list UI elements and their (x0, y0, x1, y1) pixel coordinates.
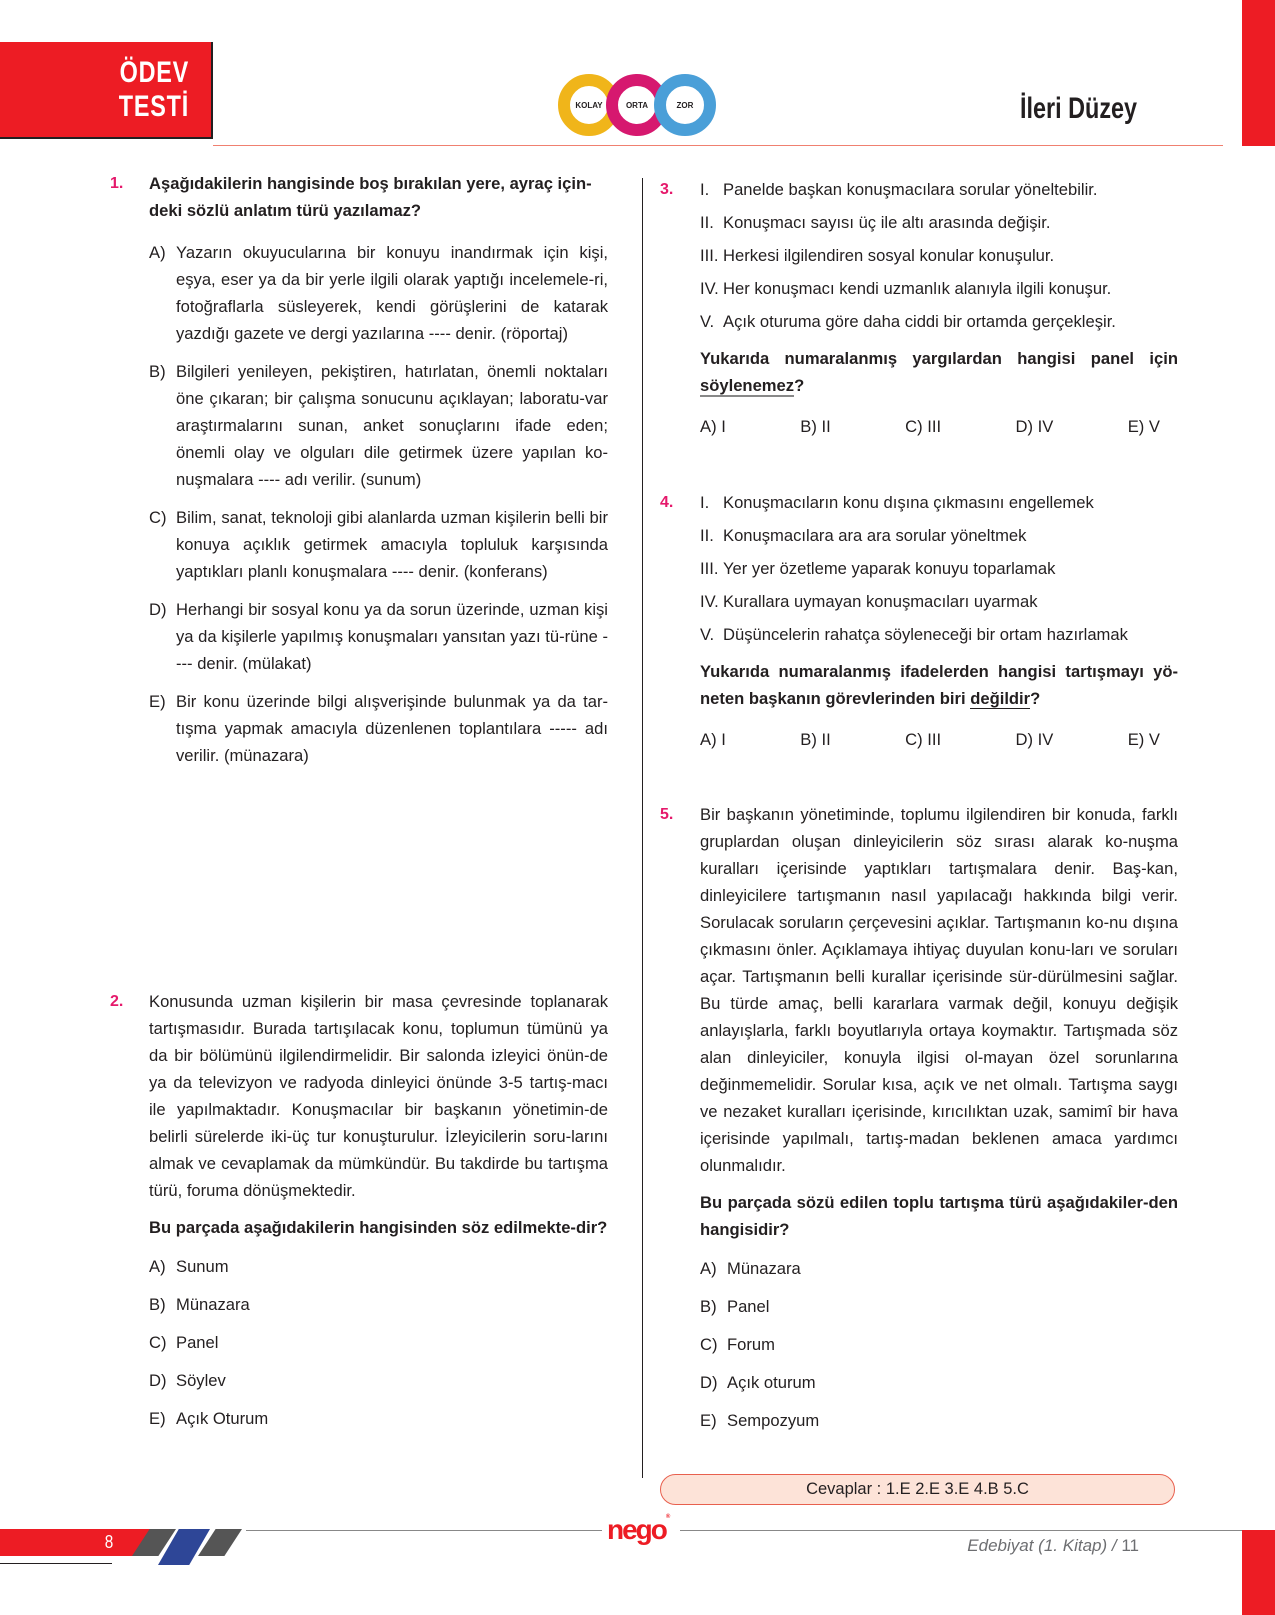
options-row (700, 413, 1160, 440)
header-red-bar (1242, 0, 1275, 146)
option-e[interactable]: E) Açık Oturum (149, 1409, 269, 1428)
question-number: 1. (110, 175, 124, 192)
option-c[interactable]: C) Panel (149, 1333, 219, 1352)
badge-line-2: TESTİ (118, 90, 189, 123)
option-a[interactable]: A) Yazarın okuyucularına bir konuyu inandırmak için kişi, eşya, eser ya da bir yerle ilgili olarak yaptığı incelemele-ri, fotoğraflarla süsleyerek, kendi görüşlerini de katarak yazdığı gazete ve dergi yazılarına ---- denir. (röportaj) (149, 243, 608, 343)
option-d[interactable]: D) IV (1015, 417, 1054, 436)
question-stem: Yukarıda numaralanmış yargılardan hangisi panel için söylenemez? (700, 349, 1178, 395)
option-e[interactable]: E) Bir konu üzerinde bilgi alışverişinde bulunmak ya da tar-tışma yapmak amacıyla düzenlenen toplantılara ----- adı verilir. (münazara) (149, 692, 608, 765)
page-number-right: 11 (1121, 1536, 1139, 1555)
option-d[interactable]: D) Söylev (149, 1371, 226, 1390)
statement-5: V. Düşüncelerin rahatça söyleneceği bir ortam hazırlamak (700, 625, 1128, 644)
statement-4: IV. Her konuşmacı kendi uzmanlık alanıyla ilgili konuşur. (700, 279, 1112, 298)
footer-underline (0, 1563, 112, 1564)
option-b[interactable]: B) Panel (700, 1297, 770, 1316)
question-number: 2. (110, 993, 124, 1010)
footer-red-tab (0, 1529, 152, 1556)
footer-red-bar (1242, 1530, 1275, 1615)
statement-1: I. Konuşmacıların konu dışına çıkmasını engellemek (700, 493, 1094, 512)
book-title: Edebiyat (1. Kitap) / 11 (967, 1536, 1139, 1555)
difficulty-zor: ZOR (654, 74, 716, 136)
difficulty-kolay: KOLAY (558, 74, 620, 136)
question-passage: Bir başkanın yönetiminde, toplumu ilgilendiren bir konuda, farklı gruplardan oluşan dinleyicilerin söz sırası alarak ko-nuşma kuralları içerisinde yaptıkları tartışmalara denir. Baş-kan, dinleyicilere tartışmanın nasıl yapılacağı hakkında bilgi verir. Sorulacak soruların çerçevesini açıklar. Tartışmanın ko-nu dışına çıkmasını önler. Açıklamaya ihtiyaç duyulan konu-ları ve soruları açar. Tartışmanın belli kurallar içerisinde sür-dürülmesini sağlar. Bu türde amaç, belli kararlara varmak değil, konuyu değişik anlayışlarla, farklı boyutlarıyla ortaya koymaktır. Tartışmada söz alan dinleyiciler, konuyla ilgisi ol-mayan özel sorunlarına değinmemelidir. Sorular kısa, açık ve net olmalı. Tartışma saygı ve nezaket kuralları içerisinde, kırıcılıktan uzak, samimî bir hava içerisinde yapılmalı, tartış-madan beklenen amaca yardımcı olunmalıdır. (700, 805, 1178, 1175)
question-number: 4. (660, 494, 674, 511)
option-e[interactable]: E) V (1127, 417, 1160, 436)
header-rule (213, 145, 1223, 146)
option-c[interactable]: C) III (905, 730, 942, 749)
statement-3: III. Yer yer özetleme yaparak konuyu toparlamak (700, 559, 1056, 578)
question-stem: Bu parçada sözü edilen toplu tartışma türü aşağıdakiler-den hangisidir? (700, 1193, 1178, 1239)
question-stem: Aşağıdakilerin hangisinde boş bırakılan yere, ayraç için- deki sözlü anlatım türü yazılamaz? (149, 174, 592, 220)
option-a[interactable]: A) Sunum (149, 1257, 229, 1276)
statement-5: V. Açık oturuma göre daha ciddi bir ortamda gerçekleşir. (700, 312, 1116, 331)
question-stem: Yukarıda numaralanmış ifadelerden hangisi tartışmayı yö-neten başkanın görevlerinden biri değildir? (700, 662, 1178, 708)
option-c[interactable]: C) Forum (700, 1335, 775, 1354)
column-divider (642, 178, 643, 1478)
option-b[interactable]: B) II (800, 417, 831, 436)
option-d[interactable]: D) Açık oturum (700, 1373, 816, 1392)
odev-testi-badge (0, 42, 213, 139)
option-b[interactable]: B) Münazara (149, 1295, 250, 1314)
question-number: 3. (660, 181, 674, 198)
option-c[interactable]: C) III (905, 417, 942, 436)
footer-rule-right (680, 1530, 1242, 1531)
statement-2: II. Konuşmacılara ara ara sorular yöneltmek (700, 526, 1027, 545)
option-a[interactable]: A) I (700, 417, 726, 436)
option-a[interactable]: A) Münazara (700, 1259, 801, 1278)
option-d[interactable]: D) Herhangi bir sosyal konu ya da sorun üzerinde, uzman kişi ya da kişilerle yapılmış konuşmaları yansıtan yazı tü-rüne ---- denir. (mülakat) (149, 600, 608, 673)
publisher-logo: nego® (607, 1514, 669, 1545)
statement-1: I. Panelde başkan konuşmacılara sorular yöneltebilir. (700, 180, 1098, 199)
option-d[interactable]: D) IV (1015, 730, 1054, 749)
emphasis-word: değildir (970, 689, 1031, 708)
option-e[interactable]: E) V (1127, 730, 1160, 749)
emphasis-word: söylenemez (700, 376, 795, 395)
option-a[interactable]: A) I (700, 730, 726, 749)
question-number: 5. (660, 806, 674, 823)
statement-2: II. Konuşmacı sayısı üç ile altı arasında değişir. (700, 213, 1051, 232)
option-c[interactable]: C) Bilim, sanat, teknoloji gibi alanlarda uzman kişilerin belli bir konuya açıklık getirmek amacıyla topluluk karşısında yaptıkları planlı konuşmalara ---- denir. (konferans) (149, 508, 608, 581)
badge-line-1: ÖDEV (119, 56, 189, 89)
statement-3: III. Herkesi ilgilendiren sosyal konular konuşulur. (700, 246, 1055, 265)
difficulty-orta: ORTA (606, 74, 668, 136)
statement-4: IV. Kurallara uymayan konuşmacıları uyarmak (700, 592, 1038, 611)
answer-key: Cevaplar : 1.E 2.E 3.E 4.B 5.C (660, 1474, 1175, 1505)
question-passage: Konusunda uzman kişilerin bir masa çevresinde toplanarak tartışmasıdır. Burada tartışılacak konu, toplumun tümünü ya da bir bölümünü ilgilendirmelidir. Bir salonda izleyici önün-de ya da televizyon ve radyoda dinleyici önünde 3-5 tartış-macı ile yapılmaktadır. Konuşmacılar bir başkanın yönetimin-de belirli sürelerde iki-üç tur konuşturulur. İzleyicilerin soru-larını almak ve cevaplamak da mümkündür. Bu takdirde bu tartışma türü, foruma dönüşmektedir. (149, 992, 608, 1200)
difficulty-rings-icon (558, 74, 718, 136)
question-stem: Bu parçada aşağıdakilerin hangisinden söz edilmekte-dir? (149, 1218, 608, 1237)
page-number-left: 8 (104, 1532, 114, 1552)
option-b[interactable]: B) Bilgileri yenileyen, pekiştiren, hatırlatan, önemli noktaları öne çıkaran; bir çalışma sonucunu açıklayan; laboratu-var araştırmalarını sunan, anket sonuçlarını ifade eden; önemli olay ve olguları dile getirmek üzere yapılan ko-nuşmalara ---- adı verilir. (sunum) (149, 362, 608, 489)
option-b[interactable]: B) II (800, 730, 831, 749)
option-e[interactable]: E) Sempozyum (700, 1411, 820, 1430)
footer-rule-left (246, 1530, 602, 1531)
level-title: İleri Düzey (1019, 92, 1137, 125)
options-row (700, 726, 1160, 753)
